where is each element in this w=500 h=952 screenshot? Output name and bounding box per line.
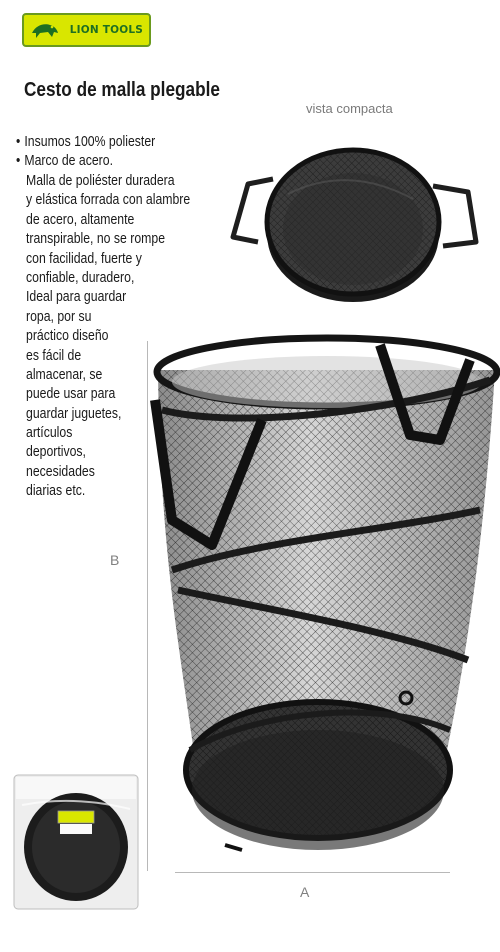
- lion-icon: [30, 19, 60, 41]
- compact-view-caption: vista compacta: [306, 101, 393, 116]
- folded-basket-icon: [228, 124, 488, 309]
- width-label: A: [300, 884, 310, 900]
- packaged-basket-icon: [14, 775, 139, 910]
- feature-item: • Insumos 100% poliester: [16, 133, 209, 152]
- bullet-icon: •: [16, 134, 21, 150]
- brand-logo: [22, 13, 151, 47]
- page-title: Cesto de malla plegable: [24, 79, 220, 101]
- product-description: Malla de poliéster duradera y elástica forrada con alambre de acero, altamente transpirable, no se rompe con facilidad, fuerte y confiable, duradero, Ideal para guardar ropa, por su práctico diseño es fácil de almacenar, se puede usar para guardar juguetes, artículos deportivos, necesidades diarias etc.: [26, 173, 191, 500]
- feature-item: • Marco de acero.: [16, 152, 209, 171]
- width-guide-line: [175, 872, 450, 873]
- mesh-hamper-icon: [150, 330, 500, 865]
- bullet-icon: •: [16, 153, 21, 170]
- height-label: B: [110, 552, 120, 568]
- height-guide-line: [147, 341, 148, 871]
- feature-list: [16, 133, 246, 172]
- brand-name: LION TOOLS: [69, 24, 143, 36]
